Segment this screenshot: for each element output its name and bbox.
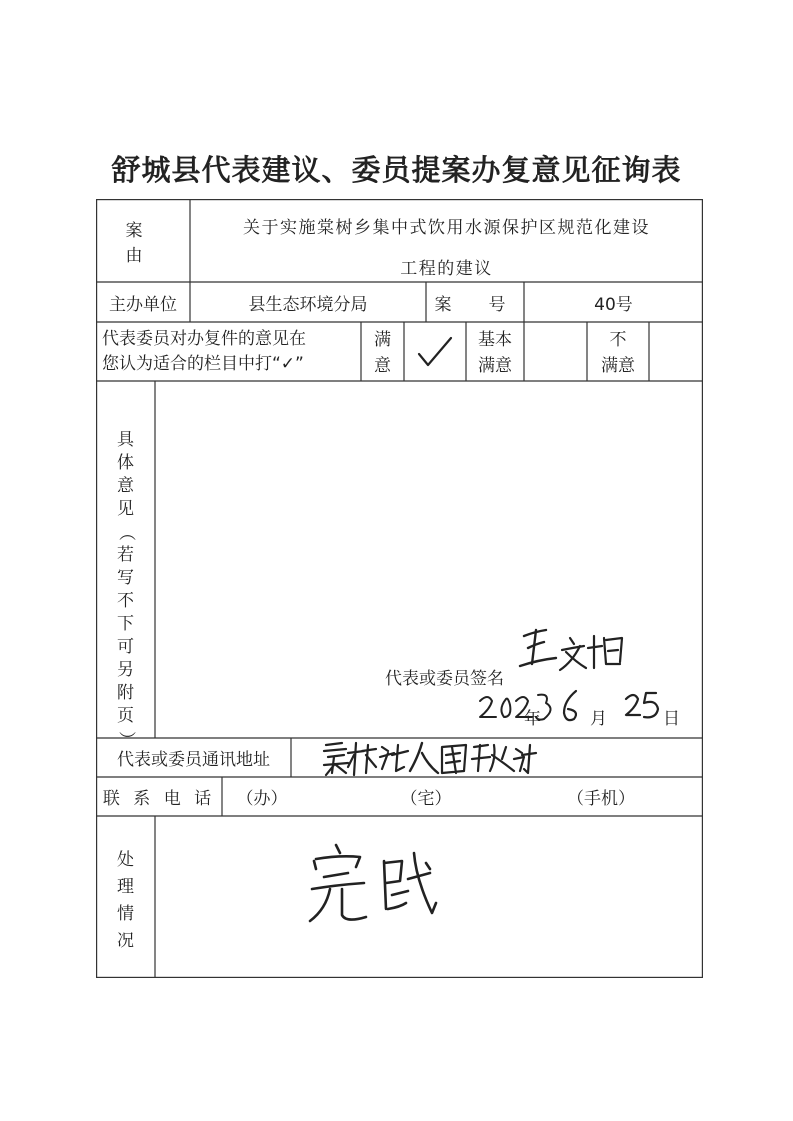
detail-label-char: 不 xyxy=(117,591,134,611)
checkmark-icon xyxy=(415,332,455,372)
detail-label-char: 写 xyxy=(117,568,134,588)
detail-label-char: 页 xyxy=(117,706,134,726)
opinion-instruction-line-1: 代表委员对办复件的意见在 xyxy=(102,329,306,349)
handwritten-handling xyxy=(296,839,446,929)
option-basic-satisfied-checkbox[interactable] xyxy=(524,322,587,381)
date-year-unit: 年 xyxy=(524,709,541,729)
detail-label-char: 见 xyxy=(117,499,134,519)
option-basic-char: 基本 xyxy=(478,330,512,350)
detail-label-char: ） xyxy=(116,731,136,748)
option-satisfied-label xyxy=(361,327,404,379)
detail-label-char: 下 xyxy=(117,614,134,634)
option-basic-char: 满意 xyxy=(478,356,512,376)
unit-label: 主办单位 xyxy=(109,294,177,315)
handling-label-char: 理 xyxy=(117,877,134,897)
option-basic-satisfied-label xyxy=(466,327,524,379)
option-satisfied-char: 意 xyxy=(374,356,391,376)
page-title: 舒城县代表建议、委员提案办复意见征询表 xyxy=(111,153,682,187)
handwritten-month xyxy=(556,687,586,727)
unit-value: 县生态环境分局 xyxy=(248,294,368,315)
address-label: 代表或委员通讯地址 xyxy=(117,750,270,770)
handwritten-address xyxy=(318,737,538,779)
detail-label-char: 具 xyxy=(117,430,134,450)
phone-mobile-label: （手机） xyxy=(567,789,635,809)
option-satisfied-char: 满 xyxy=(374,330,391,350)
inquiry-form xyxy=(96,199,703,978)
phone-home-label: （宅） xyxy=(400,789,452,809)
phone-label: 联 系 电 话 xyxy=(102,789,216,809)
date-month-unit: 月 xyxy=(590,709,607,729)
date-day-unit: 日 xyxy=(663,709,680,729)
detail-label xyxy=(96,429,155,751)
phone-office-label: （办） xyxy=(236,789,288,809)
option-not-satisfied-checkbox[interactable] xyxy=(649,322,703,381)
opinion-instruction xyxy=(102,327,361,377)
detail-label-char: （ xyxy=(116,524,136,541)
detail-label-char: 若 xyxy=(117,545,134,565)
reason-label: 案 由 xyxy=(125,220,196,266)
handwritten-signature xyxy=(514,624,634,684)
option-not-satisfied-label xyxy=(587,327,649,379)
detail-label-char: 附 xyxy=(117,683,134,703)
detail-label-char: 另 xyxy=(117,660,134,680)
case-no-label: 案 号 xyxy=(434,294,516,315)
option-not-char: 满意 xyxy=(601,356,635,376)
detail-label-char: 意 xyxy=(117,476,134,496)
case-no-value: 40号 xyxy=(594,294,633,315)
handling-label xyxy=(96,847,155,955)
signature-label: 代表或委员签名 xyxy=(385,669,504,689)
handwritten-year xyxy=(476,687,566,727)
handling-label-char: 情 xyxy=(117,904,134,924)
handling-label-char: 况 xyxy=(117,931,134,951)
option-not-char: 不 xyxy=(609,330,627,350)
opinion-instruction-line-2: 您认为适合的栏目中打“✓” xyxy=(102,354,304,374)
reason-line-2: 工程的建议 xyxy=(400,259,493,279)
detail-label-char: 可 xyxy=(117,637,134,657)
detail-label-char: 体 xyxy=(117,453,134,473)
reason-line-1: 关于实施棠树乡集中式饮用水源保护区规范化建设 xyxy=(243,218,650,238)
handling-label-char: 处 xyxy=(117,850,134,870)
option-satisfied-checkbox[interactable] xyxy=(404,322,466,381)
